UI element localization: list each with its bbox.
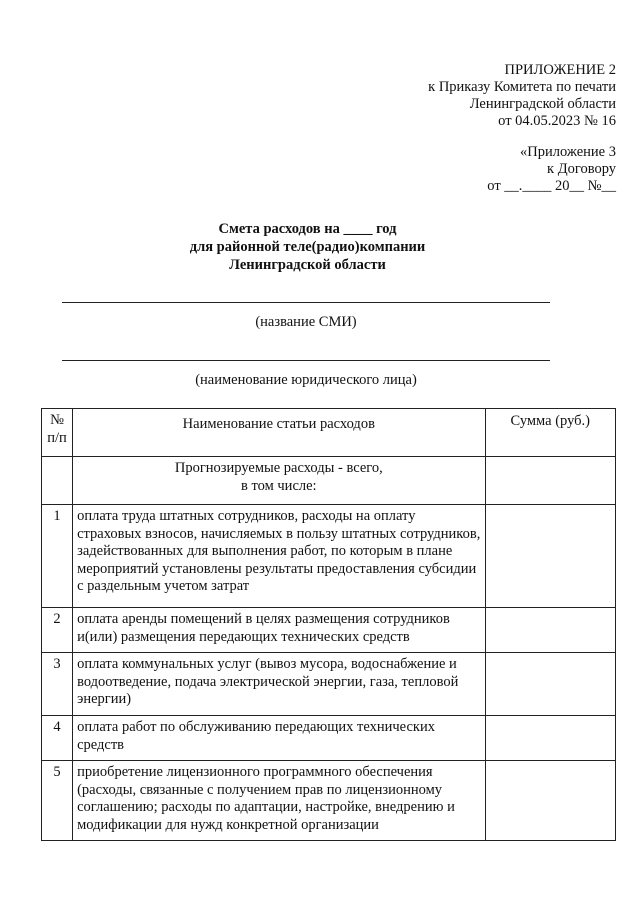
row-sum-cell [485,653,615,716]
media-name-blank-line [62,302,550,303]
table-row [42,608,616,653]
row-name: оплата коммунальных услуг (вывоз мусора, водоснабжение и водоотведение, подача электрической энергии, газа, тепловой энергии) [73,653,485,716]
media-name-caption: (название СМИ) [255,314,357,330]
table-row [42,716,616,761]
row-num: 4 [42,716,73,761]
table-row [42,761,616,841]
table-row-total [42,457,616,505]
row-sum-cell [485,608,615,653]
header-name: Наименование статьи расходов [73,409,485,457]
document-title [0,220,615,274]
row-name: оплата труда штатных сотрудников, расходы на оплату страховых взносов, начисляемых в пользу штатных сотрудников, задействованных для выполнения работ, по которым в плане мероприятий установлены результаты предоставления субсидии с раздельным учетом затрат [73,505,485,608]
appendix-2-header [428,62,616,130]
appendix-3-header [487,144,616,195]
total-label-line: в том числе: [241,477,317,494]
total-label-line: Прогнозируемые расходы - всего, [174,460,383,476]
appendix-2-line: Ленинградской области [469,96,616,112]
total-name-cell [73,457,485,505]
row-name: оплата работ по обслуживанию передающих технических средств [73,716,485,761]
document-title-line: для районной теле(радио)компании [189,239,426,255]
appendix-2-line: от 04.05.2023 № 16 [498,113,616,129]
row-num: 2 [42,608,73,653]
appendix-2-line: к Приказу Комитета по печати [428,79,616,95]
total-num-cell [42,457,73,505]
legal-entity-blank-line [62,360,550,361]
row-sum-cell [485,761,615,841]
row-name: приобретение лицензионного программного обеспечения (расходы, связанные с получением прав по лицензионному соглашению; расходы по адаптации, настройке, внедрению и модификации для нужд конкретной организации [73,761,485,841]
appendix-3-line: «Приложение 3 [520,144,616,160]
row-sum-cell [485,505,615,608]
header-num-line: п/п [47,429,67,446]
table-header-row [42,409,616,457]
header-num [42,409,73,457]
document-title-line: Смета расходов на ____ год [218,221,397,237]
header-num-line: № [50,412,64,428]
appendix-3-line: к Договору [547,161,616,177]
table-row [42,653,616,716]
legal-entity-caption: (наименование юридического лица) [195,372,417,388]
row-num: 5 [42,761,73,841]
row-name: оплата аренды помещений в целях размещения сотрудников и(или) размещения передающих технических средств [73,608,485,653]
budget-table [41,408,616,841]
table-row [42,505,616,608]
header-sum: Сумма (руб.) [485,409,615,457]
document-title-line: Ленинградской области [229,257,386,273]
row-num: 1 [42,505,73,608]
appendix-2-line: ПРИЛОЖЕНИЕ 2 [504,62,616,78]
appendix-3-line: от __.____ 20__ №__ [487,178,616,194]
row-sum-cell [485,716,615,761]
total-sum-cell [485,457,615,505]
row-num: 3 [42,653,73,716]
